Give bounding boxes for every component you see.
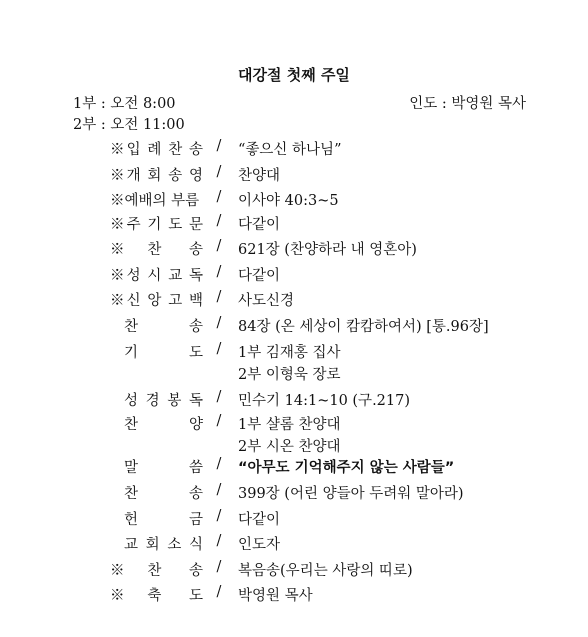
- item-value: 다같이: [238, 217, 281, 233]
- separator: /: [216, 584, 222, 600]
- item-value: 인도자: [238, 537, 281, 553]
- item-label: 기 도: [124, 345, 203, 361]
- item-value-second: 2부 이형욱 장로: [238, 367, 341, 383]
- separator: /: [216, 456, 222, 472]
- item-label: 헌 금: [124, 512, 203, 528]
- separator: /: [216, 189, 222, 205]
- item-label: 찬 양: [124, 417, 203, 433]
- item-label: 말 씀: [124, 460, 203, 476]
- page-title: 대강절 첫째 주일: [238, 66, 350, 84]
- item-label: 교 회 소 식: [124, 537, 203, 553]
- separator: /: [216, 533, 222, 549]
- service-time-1: 1부 : 오전 8:00: [73, 96, 176, 112]
- separator: /: [216, 264, 222, 280]
- item-value: 1부 김재홍 집사: [238, 345, 341, 361]
- item-value-second: 2부 시온 찬양대: [238, 439, 341, 455]
- item-label: ※예배의 부름: [110, 193, 200, 209]
- separator: /: [216, 238, 222, 254]
- item-value: 박영원 목사: [238, 588, 313, 604]
- separator: /: [216, 341, 222, 357]
- item-label: ※개 회 송 영: [110, 168, 203, 184]
- separator: /: [216, 164, 222, 180]
- item-label: 찬 송: [124, 319, 203, 335]
- separator: /: [216, 138, 222, 154]
- item-value: 1부 샬롬 찬양대: [238, 417, 341, 433]
- separator: /: [216, 389, 222, 405]
- service-time-2: 2부 : 오전 11:00: [73, 117, 185, 133]
- item-value: 84장 (온 세상이 캄캄하여서) [통.96장]: [238, 319, 489, 335]
- separator: /: [216, 508, 222, 524]
- item-label: ※성 시 교 독: [110, 268, 203, 284]
- separator: /: [216, 213, 222, 229]
- item-value: 621장 (찬양하라 내 영혼아): [238, 242, 417, 258]
- item-value: 찬양대: [238, 168, 281, 184]
- item-label: ※찬 송: [110, 242, 203, 258]
- item-label: 성 경 봉 독: [124, 393, 203, 409]
- separator: /: [216, 413, 222, 429]
- separator: /: [216, 315, 222, 331]
- sermon-title: “아무도 기억해주지 않는 사람들”: [238, 460, 455, 476]
- item-label: ※찬 송: [110, 563, 203, 579]
- item-value: 복음송(우리는 사랑의 띠로): [238, 563, 413, 579]
- separator: /: [216, 289, 222, 305]
- item-value: 다같이: [238, 512, 281, 528]
- item-value: 이사야 40:3~5: [238, 193, 339, 209]
- item-value: 399장 (어린 양들아 두려워 말아라): [238, 486, 464, 502]
- item-label: ※신 앙 고 백: [110, 293, 203, 309]
- item-label: 찬 송: [124, 486, 203, 502]
- item-value: 민수기 14:1~10 (구.217): [238, 393, 411, 409]
- item-label: ※입 례 찬 송: [110, 142, 203, 158]
- worship-leader: 인도 : 박영원 목사: [409, 96, 526, 112]
- item-value: 사도신경: [238, 293, 295, 309]
- separator: /: [216, 482, 222, 498]
- item-value: 다같이: [238, 268, 281, 284]
- item-value: “좋으신 하나님”: [238, 142, 342, 158]
- item-label: ※주 기 도 문: [110, 217, 203, 233]
- item-label: ※축 도: [110, 588, 203, 604]
- separator: /: [216, 559, 222, 575]
